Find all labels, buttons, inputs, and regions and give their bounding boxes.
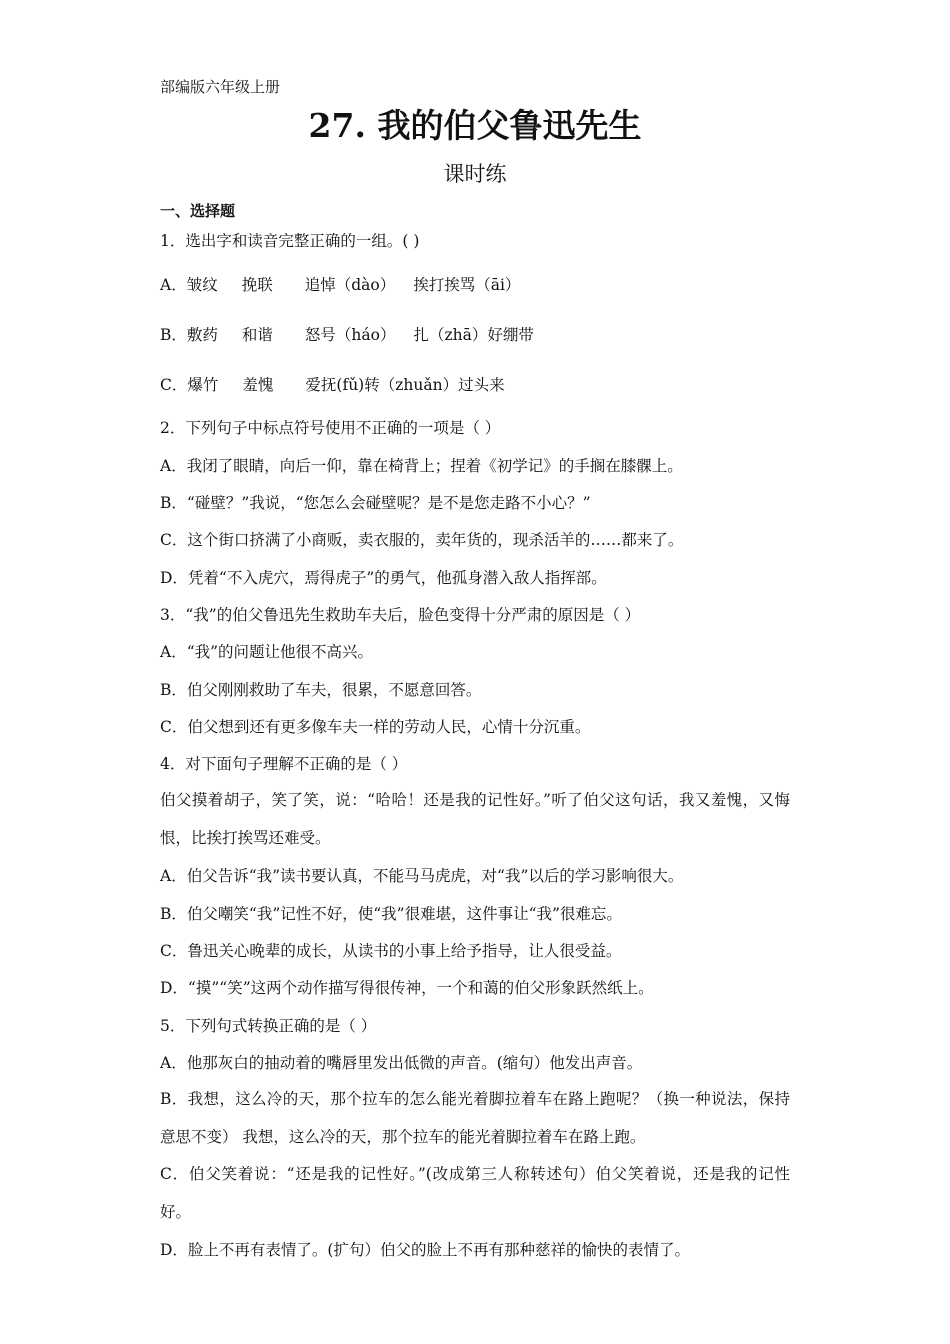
word: 皱纹 [186, 276, 218, 294]
question-4-stem: 4．对下面句子理解不正确的是（ ） [160, 755, 408, 773]
question-1-option-b [160, 323, 534, 345]
word: 爆竹 [187, 376, 219, 394]
question-4-option-c: C．鲁迅关心晚辈的成长，从读书的小事上给予指导，让人很受益。 [160, 942, 622, 960]
question-2-option-a: A．我闭了眼睛，向后一仰，靠在椅背上；捏着《初学记》的手搁在膝髁上。 [160, 457, 683, 475]
question-2-option-b: B．“碰壁？”我说，“您怎么会碰壁呢？是不是您走路不小心？” [160, 494, 591, 512]
option-label: A． [160, 276, 187, 294]
question-5-stem: 5．下列句式转换正确的是（ ） [160, 1017, 377, 1035]
word: 挽联 [241, 276, 273, 294]
question-1-option-c [160, 373, 505, 395]
question-4-option-d: D．“摸”“笑”这两个动作描写得很传神，一个和蔼的伯父形象跃然纸上。 [160, 979, 654, 997]
word: 挨打挨骂（āi） [413, 276, 521, 294]
question-5-option-a: A．他那灰白的抽动着的嘴唇里发出低微的声音。(缩句）他发出声音。 [160, 1054, 643, 1072]
page-title: 27. 我的伯父鲁迅先生 [308, 106, 642, 145]
question-5-option-c: C．伯父笑着说：“还是我的记性好。”(改成第三人称转述句）伯父笑着说，还是我的记性好。 [160, 1165, 790, 1221]
grade-header: 部编版六年级上册 [160, 78, 281, 96]
question-5-option-d: D．脸上不再有表情了。(扩句）伯父的脸上不再有那种慈祥的愉快的表情了。 [160, 1241, 690, 1259]
question-2-option-d: D．凭着“不入虎穴，焉得虎子”的勇气，他孤身潜入敌人指挥部。 [160, 569, 607, 587]
question-3-option-b: B．伯父刚刚救助了车夫，很累，不愿意回答。 [160, 681, 482, 699]
word: 爱抚(fǔ)转（zhuǎn）过头来 [305, 376, 505, 394]
question-4-option-b: B．伯父嘲笑“我”记性不好，使“我”很难堪，这件事让“我”很难忘。 [160, 905, 622, 923]
word: 追悼（dào） [304, 276, 396, 294]
question-2-option-c: C．这个街口挤满了小商贩，卖衣服的，卖年货的，现杀活羊的……都来了。 [160, 531, 684, 549]
word: 和谐 [241, 326, 273, 344]
word: 扎（zhā）好绷带 [413, 326, 534, 344]
word: 怒号（háo） [304, 326, 396, 344]
question-4-option-a: A．伯父告诉“我”读书要认真，不能马马虎虎，对“我”以后的学习影响很大。 [160, 867, 684, 885]
question-3-option-c: C．伯父想到还有更多像车夫一样的劳动人民，心情十分沉重。 [160, 718, 591, 736]
option-label: B． [160, 326, 187, 344]
question-2-stem: 2．下列句子中标点符号使用不正确的一项是（ ） [160, 419, 501, 437]
word: 敷药 [186, 326, 218, 344]
page-subtitle: 课时练 [443, 162, 507, 186]
question-1-stem: 1．选出字和读音完整正确的一组。( ) [160, 232, 420, 250]
question-3-stem: 3．“我”的伯父鲁迅先生救助车夫后，脸色变得十分严肃的原因是（ ） [160, 606, 641, 624]
word: 羞愧 [242, 376, 274, 394]
question-5-option-b: B．我想，这么冷的天，那个拉车的怎么能光着脚拉着车在路上跑呢？（换一种说法，保持意思不变） 我想，这么冷的天，那个拉车的能光着脚拉着车在路上跑。 [160, 1090, 790, 1146]
option-label: C． [160, 376, 188, 394]
question-3-option-a: A．“我”的问题让他很不高兴。 [160, 643, 374, 661]
question-4-passage: 伯父摸着胡子，笑了笑，说：“哈哈！还是我的记性好。”听了伯父这句话，我又羞愧，又悔恨，比挨打挨骂还难受。 [160, 791, 790, 847]
section-heading: 一、选择题 [160, 202, 236, 220]
question-1-option-a [160, 273, 520, 295]
